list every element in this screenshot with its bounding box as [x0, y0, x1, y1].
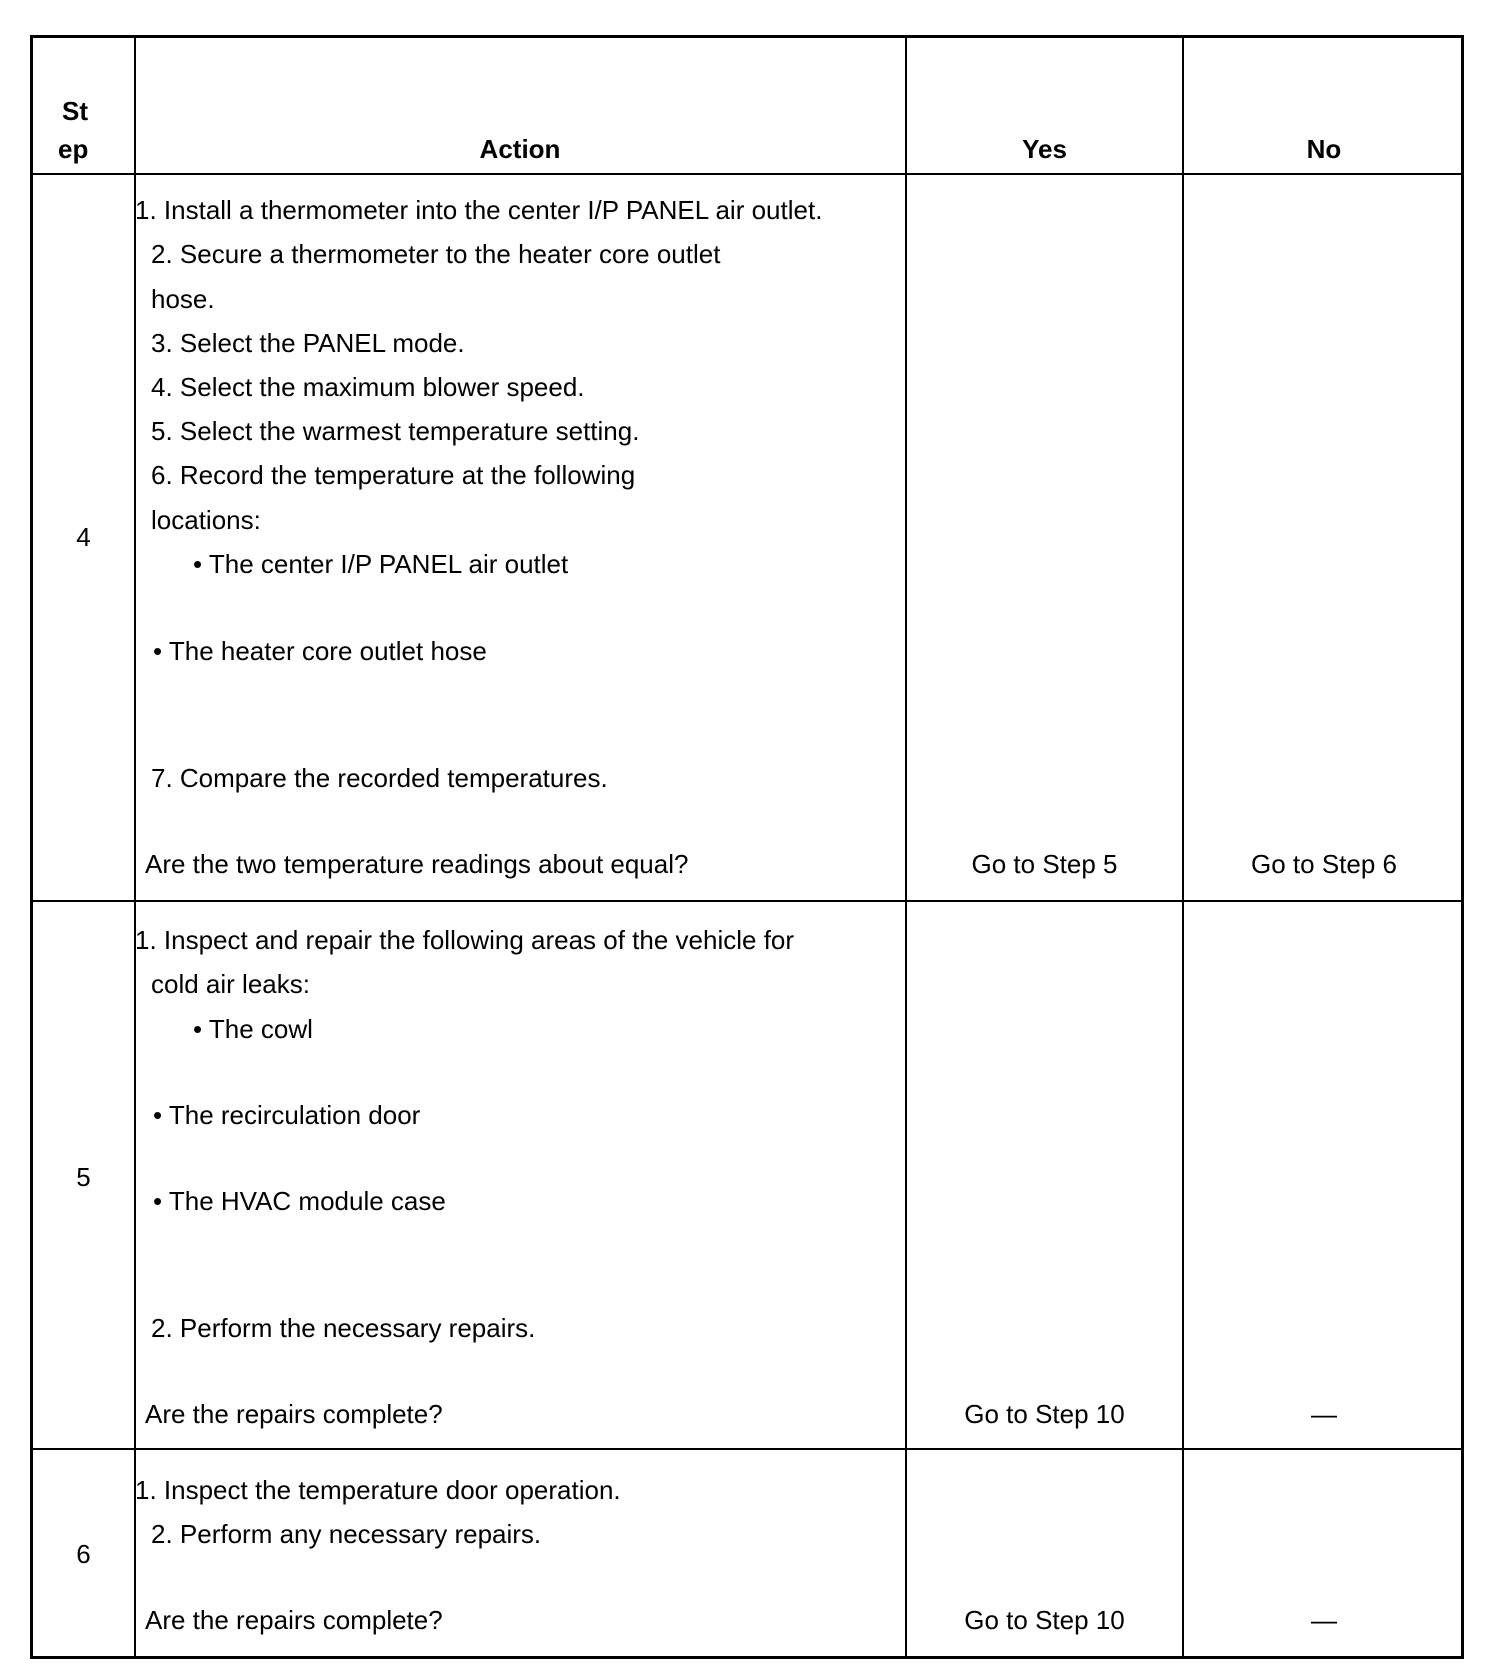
row4-line-6: 5. Select the warmest temperature setting.: [151, 416, 640, 446]
row4-line-3: hose.: [151, 284, 215, 314]
row5-line-6: 2. Perform the necessary repairs.: [151, 1313, 536, 1343]
row4-bullet-1: • The center I/P PANEL air outlet: [193, 549, 569, 579]
row4-line-5: 4. Select the maximum blower speed.: [151, 372, 585, 402]
row5-no: —: [1311, 1399, 1337, 1429]
header-step-line2: ep: [58, 134, 89, 164]
row5-bullet-3: • The HVAC module case: [153, 1186, 446, 1216]
row-divider: [33, 900, 1461, 902]
row6-line-1: 1. Inspect the temperature door operation.: [135, 1475, 621, 1505]
row4-line-8: locations:: [151, 505, 261, 535]
row4-line-1: 1. Install a thermometer into the center I/P PANEL air outlet.: [135, 195, 823, 225]
step-number-5: 5: [76, 1162, 91, 1192]
row4-no: Go to Step 6: [1251, 849, 1397, 879]
row5-question: Are the repairs complete?: [145, 1399, 443, 1429]
row5-line-1: 1. Inspect and repair the following areas of the vehicle for: [135, 925, 795, 955]
row4-line-11: 7. Compare the recorded temperatures.: [151, 763, 608, 793]
step-number-4: 4: [76, 522, 91, 552]
row-divider: [33, 173, 1461, 175]
row-divider: [33, 1448, 1461, 1450]
row4-line-7: 6. Record the temperature at the following: [151, 460, 636, 490]
row6-yes: Go to Step 10: [964, 1605, 1125, 1635]
header-action: Action: [479, 134, 561, 164]
header-yes: Yes: [1022, 134, 1067, 164]
header-no: No: [1306, 134, 1342, 164]
column-divider: [134, 38, 136, 1656]
row4-yes: Go to Step 5: [971, 849, 1118, 879]
row6-question: Are the repairs complete?: [145, 1605, 443, 1635]
step-number-6: 6: [76, 1539, 91, 1569]
row4-line-2: 2. Secure a thermometer to the heater core outlet: [151, 239, 721, 269]
row5-line-2: cold air leaks:: [151, 969, 310, 999]
row6-no: —: [1311, 1605, 1337, 1635]
row4-line-4: 3. Select the PANEL mode.: [151, 328, 465, 358]
row5-yes: Go to Step 10: [964, 1399, 1125, 1429]
row5-bullet-2: • The recirculation door: [153, 1100, 421, 1130]
header-step-line1: St: [62, 96, 88, 126]
row4-question: Are the two temperature readings about equal?: [145, 849, 689, 879]
row6-line-2: 2. Perform any necessary repairs.: [151, 1519, 542, 1549]
diagnostic-table: [30, 35, 1464, 1659]
row5-bullet-1: • The cowl: [193, 1014, 313, 1044]
row4-bullet-2: • The heater core outlet hose: [153, 636, 487, 666]
